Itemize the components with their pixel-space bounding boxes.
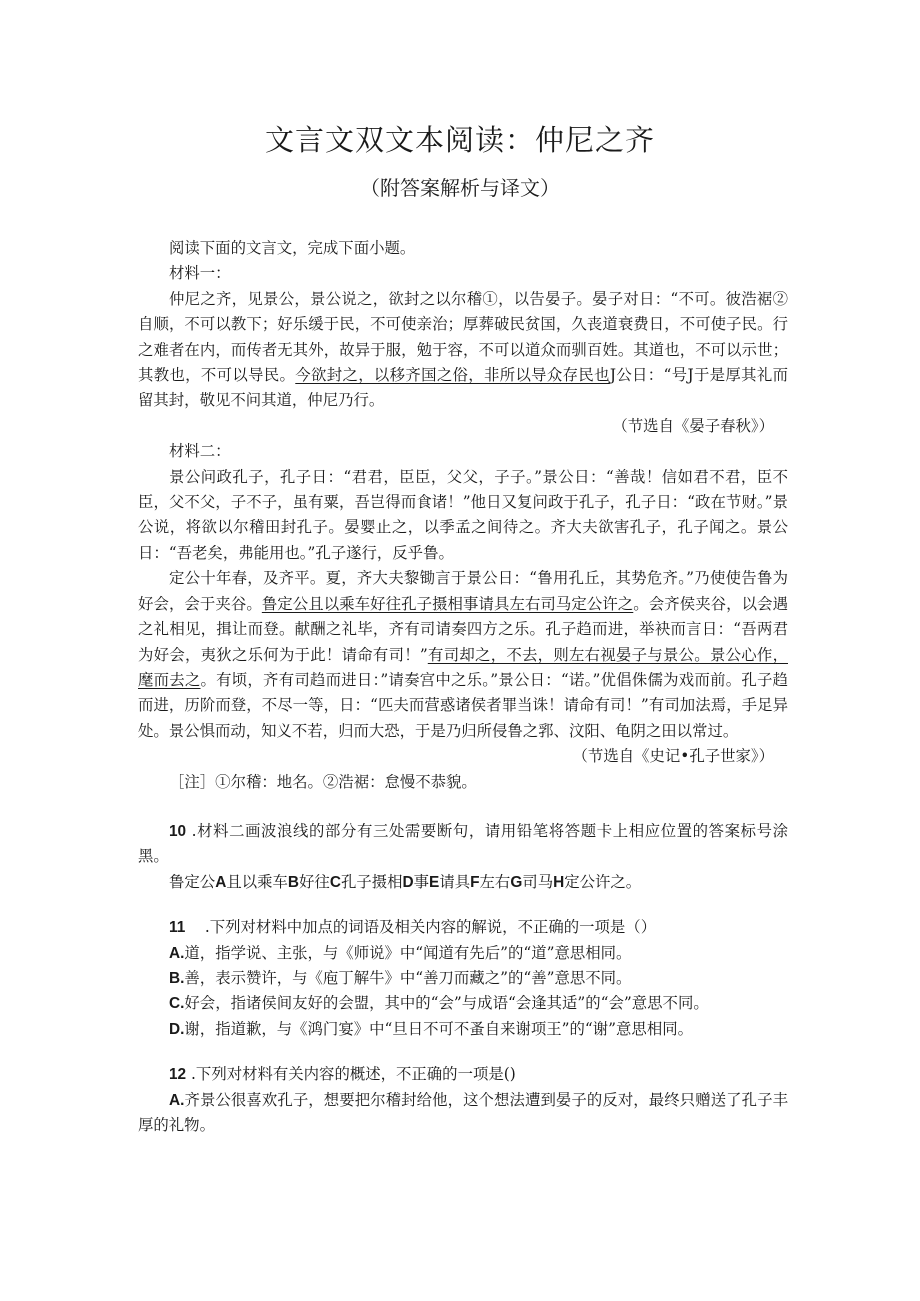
segment-text: 且以乘车 [226,872,288,891]
material1-underlined-sentence: 今欲封之，以移齐国之俗，非所以导众存民也 [295,366,610,385]
question-12-number: 12 [169,1066,187,1084]
option-label: C. [169,995,185,1013]
material1-label: 材料一： [169,264,231,283]
segment-text: 定公许之。 [564,872,642,891]
material2-underlined-sentence: 有司却之，不去，则左右视晏子与景公。景公心作，麾而去之 [138,645,788,689]
segment-text: 司马 [522,872,554,891]
option-text: 好会，指诸侯间友好的会盟，其中的“会”与成语“会逢其适”的“会”意思不同。 [184,994,709,1013]
question-11-option-c [138,991,788,1016]
option-label-G: G [510,873,523,891]
question-12-text: .下列对材料有关内容的概述，不正确的一项是() [191,1065,516,1084]
segment-text: 请具 [439,872,471,891]
material2-text-a: 定公十年春，及齐平。夏，齐大夫黎锄言于景公日：“鲁用孔丘，其势危齐。”乃使使告鲁为好会，会于夹谷。 [138,569,788,613]
material1-text-b: J公日：“号J于是厚其礼而留其封，敬见不问其道，仲尼乃行。 [138,366,788,410]
option-label-A: A [215,873,227,891]
option-label: B. [169,969,185,987]
option-label-B: B [287,873,300,891]
question-10-number: 10 [169,822,187,840]
question-12 [138,1062,788,1087]
option-text: 善，表示赞许，与《庖丁解牛》中“善刀而藏之”的“善”意思不同。 [184,968,632,987]
segment-text: 孔子摄相 [340,872,403,891]
segment-text: 左右 [479,872,511,891]
question-10-text: .材料二画波浪线的部分有三处需要断句，请用铅笔将答题卡上相应位置的答案标号涂黑。 [138,821,788,866]
option-text: 道，指学说、主张，与《师说》中“闻道有先后”的“道”意思相同。 [184,943,632,962]
material2-paragraph-2 [138,566,788,744]
question-11-option-a [138,941,788,966]
option-label: A. [169,944,185,962]
question-11-option-b [138,966,788,991]
material2-label: 材料二： [169,442,231,461]
option-label-F: F [470,873,480,891]
segment-text: 事 [413,872,430,891]
page-title: 文言文双文本阅读：仲尼之齐 [264,123,655,157]
question-11-text: .下列对材料中加点的词语及相关内容的解说，不正确的一项是（） [204,918,657,937]
page-subtitle: （附答案解析与译文） [360,176,560,200]
option-label-H: H [553,873,565,891]
question-10-segmented-sentence [138,870,788,895]
option-label-D: D [402,873,414,891]
question-11-number: 11 [169,919,186,937]
option-label-C: C [329,873,341,891]
question-12-option-a [138,1088,788,1139]
segment-text: 好往 [299,872,330,891]
question-11-option-d [138,1017,788,1042]
option-label: D. [169,1020,185,1038]
option-label: A. [169,1091,185,1109]
segment-text: 鲁定公 [169,872,216,891]
material1-paragraph [138,287,788,414]
option-text: 齐景公很喜欢孔子，想要把尔稽封给他，这个想法遭到晏子的反对，最终只赠送了孔子丰厚的礼物。 [138,1090,788,1134]
material1-text-a: 仲尼之齐，见景公，景公说之，欲封之以尔稽①，以告晏子。晏子对日：“不可。彼浩裾②自顺，不可以教下；好乐缓于民，不可使亲治；厚葬破民贫国，久丧道衰费日，不可使子民。行之难者在内，而传者无其外，故异于服，勉于容，不可以道众而驯百姓。其道也，不可以示世；其教也，不可以导民。 [138,289,788,385]
option-label-E: E [429,873,440,891]
material2-paragraph-1: 景公问政孔子，孔子日：“君君，臣臣，父父，子子。”景公日：“善哉！信如君不君，臣不臣，父不父，子不子，虽有粟，吾岂得而食诸！”他日又复问政于孔子，孔子日：“政在节财。”景公说，将欲以尔稽田封孔子。晏婴止之，以季孟之间待之。齐大夫欲害孔子，孔子闻之。景公日：“吾老矣，弗能用也。”孔子遂行，反乎鲁。 [138,467,788,562]
question-11 [138,915,788,940]
document-body [138,236,788,1138]
material2-text-b: 。会齐侯夹谷，以会遇之礼相见，揖让而登。献酬之礼毕，齐有司请奏四方之乐。孔子趋而进，举袂而言日：“吾两君为好会，夷狄之乐何为于此！请命有司！” [138,594,788,664]
option-text: 谢，指道歉，与《鸿门宴》中“旦日不可不蚤自来谢项王”的“谢”意思相同。 [184,1019,693,1038]
material2-text-c: 。有顷，齐有司趋而进日：”请奏宫中之乐。”景公日：“诺。”优倡侏儒为戏而前。孔子趋而进，历阶而登，不尽一等，日：“匹夫而营惑诸侯者罪当诛！请命有司！”有司加法焉，手足异处。景公惧而动，知义不若，归而大恐，于是乃归所侵鲁之郛、汶阳、龟阴之田以常过。 [138,670,788,740]
instruction-text: 阅读下面的文言文，完成下面小题。 [169,239,416,257]
material1-source: （节选自《晏子春秋》） [612,416,774,435]
material2-wavy-sentence: 鲁定公且以乘车好往孔子摄相事请具左右司马定公许之 [261,594,634,613]
annotation-note: ［注］①尔稽：地名。②浩裾：怠慢不恭貌。 [169,772,477,791]
material2-source: （节选自《史记•孔子世家》） [572,747,774,766]
question-10 [138,819,788,870]
